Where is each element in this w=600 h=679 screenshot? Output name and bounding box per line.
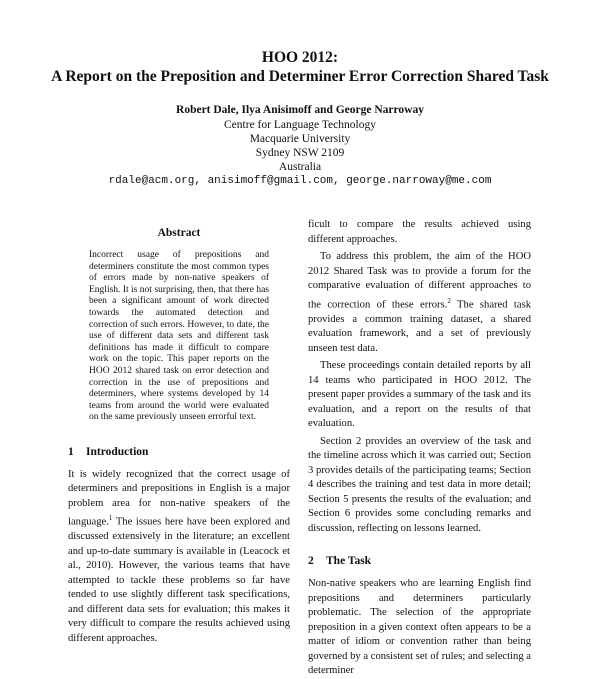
section-number: 2 xyxy=(308,555,314,568)
section-number: 1 xyxy=(68,445,74,458)
intro-text-a: It is widely recognized that the correct usage of determiners and prepositions in English is a major problem area for non-native speakers of the language. xyxy=(68,468,290,528)
shared-task-text-b: The shared task provides a common training dataset, a shared evaluation framework, and a set of previously unseen test data. xyxy=(308,299,531,354)
author-emails: rdale@acm.org, anisimoff@gmail.com, george.narroway@me.com xyxy=(108,175,492,187)
footnote-marker: 2 xyxy=(447,296,451,305)
left-column xyxy=(68,218,290,646)
affiliation-line: Sydney NSW 2109 xyxy=(255,147,345,159)
right-column xyxy=(308,218,531,679)
section-heading-introduction xyxy=(68,445,290,459)
footnote-marker: 1 xyxy=(108,514,113,523)
proceedings-paragraph: These proceedings contain detailed reports by all 14 teams who participated in HOO 2012. The present paper provides a summary of the task and its evaluation, and a report on the results of that evaluation. xyxy=(308,360,531,430)
paper-title-line2: A Report on the Preposition and Determiner Error Correction Shared Task xyxy=(51,68,549,85)
intro-text-b: The issues here have been explored and discussed extensively in the literature; an excellent and up-to-date summary is available in (Leacock et al., 2010). However, the various teams that have attempted to tackle these problems so far have tended to use slightly different task specifications, and different data sets for evaluation; this makes it very difficult to compare the results achieved using different approaches. xyxy=(68,516,290,644)
continued-paragraph: ficult to compare the results achieved using different approaches. xyxy=(308,219,531,245)
shared-task-paragraph xyxy=(308,250,531,356)
section-title: Introduction xyxy=(86,445,149,458)
affiliation-line: Macquarie University xyxy=(249,133,351,145)
section-heading-the-task xyxy=(308,554,531,568)
author-list: Robert Dale, Ilya Anisimoff and George Narroway xyxy=(176,104,424,116)
shared-task-text-a: To address this problem, the aim of the HOO 2012 Shared Task was to provide a forum for the comparative evaluation of different approaches to the correction of these errors. xyxy=(308,251,531,311)
abstract-heading: Abstract xyxy=(157,227,201,239)
affiliation-line: Australia xyxy=(278,161,322,173)
affiliation-line: Centre for Language Technology xyxy=(224,119,376,131)
introduction-paragraph xyxy=(68,468,290,647)
section-title: The Task xyxy=(326,555,372,568)
abstract-text: Incorrect usage of prepositions and determiners constitute the most common types of errors made by non-native speakers of English. It is not surprising, then, that there has been a significant amount of work directed towards the automated detection and correction of such errors. However, to date, the use of different data sets and different task definitions has made it difficult to compare work on the topic. This paper reports on the HOO 2012 shared task on error detection and correction in the use of prepositions and determiners, where systems developed by 14 teams from around the world were evaluated on the same previously unseen errorful text. xyxy=(89,250,269,423)
section-overview-paragraph: Section 2 provides an overview of the task and the timeline across which it was carried out; Section 3 provides details of the participating teams; Section 4 describes the training and test data in more detail; Section 5 presents the results of the evaluation; and Section 6 provides some concluding remarks and discussion, reflecting on lessons learned. xyxy=(308,435,531,534)
paper-title-line1: HOO 2012: xyxy=(261,49,339,66)
task-paragraph: Non-native speakers who are learning English find prepositions and determiners particularly problematic. The selection of the appropriate preposition in a given context often appears to be a matter of idiom or convention rather than being governed by a consistent set of rules; and selecting a determiner xyxy=(308,578,531,677)
